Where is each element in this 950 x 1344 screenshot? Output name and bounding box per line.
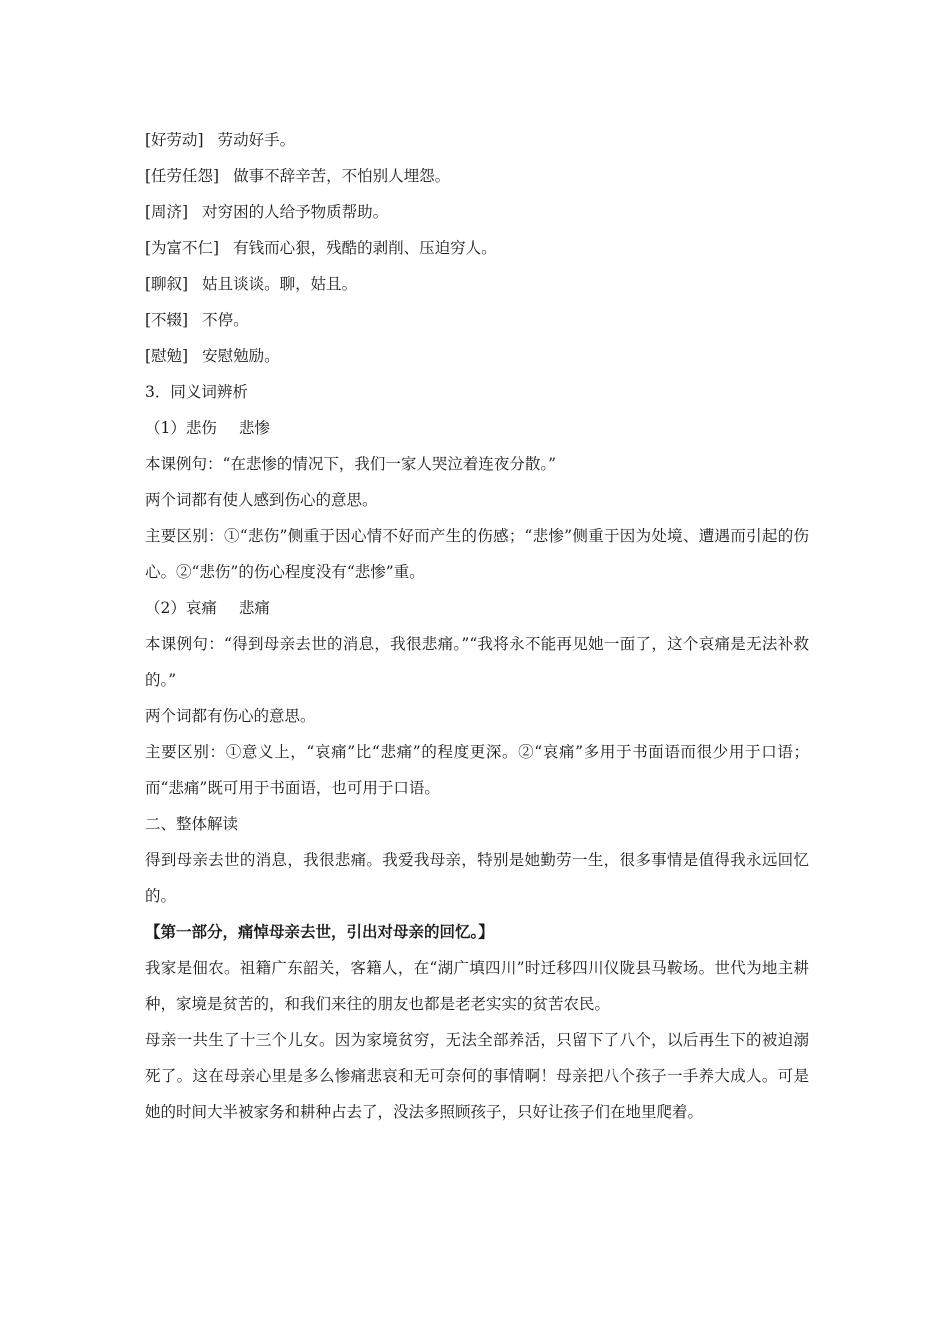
vocab-definition: 安慰勉励。 bbox=[202, 347, 280, 365]
pair-word-1: （2）哀痛 bbox=[145, 599, 217, 617]
part-summary-note: 【第一部分，痛悼母亲去世，引出对母亲的回忆。】 bbox=[145, 922, 494, 941]
synonym-pair-heading bbox=[145, 590, 815, 626]
pair-word-2: 悲惨 bbox=[238, 419, 270, 437]
vocab-definition: 姑且谈谈。聊，姑且。 bbox=[202, 275, 358, 293]
synonym-pair-heading bbox=[145, 410, 815, 446]
vocab-definition: 不停。 bbox=[202, 311, 249, 329]
vocab-term: [慰勉] bbox=[145, 347, 189, 365]
vocab-definition: 有钱而心狠，残酷的剥削、压迫穷人。 bbox=[233, 239, 497, 257]
example-sentence: 本课例句：“在悲惨的情况下，我们一家人哭泣着连夜分散。” bbox=[145, 455, 557, 473]
vocab-definition: 劳动好手。 bbox=[217, 131, 296, 149]
main-difference: 主要区别：①意义上，“哀痛”比“悲痛”的程度更深。②“哀痛”多用于书面语而很少用于口语；而“悲痛”既可用于书面语，也可用于口语。 bbox=[145, 743, 809, 797]
vocab-term: [好劳动] bbox=[145, 131, 204, 149]
pair-word-2: 悲痛 bbox=[238, 599, 270, 617]
main-difference: 主要区别：①“悲伤”侧重于因心情不好而产生的伤感；“悲惨”侧重于因为处境、遭遇而引起的伤心。②“悲伤”的伤心程度没有“悲惨”重。 bbox=[145, 527, 809, 581]
vocab-term: [任劳任怨] bbox=[145, 167, 220, 185]
vocab-entry bbox=[145, 266, 815, 302]
reading-paragraph: 我家是佃农。祖籍广东韶关，客籍人，在“湖广填四川”时迁移四川仪陇县马鞍场。世代为地主耕种，家境是贫苦的，和我们来往的朋友也都是老老实实的贫苦农民。 bbox=[145, 959, 809, 1013]
vocab-entry bbox=[145, 230, 815, 266]
pair-word-1: （1）悲伤 bbox=[145, 419, 217, 437]
vocab-term: [周济] bbox=[145, 203, 189, 221]
vocab-term: [聊叙] bbox=[145, 275, 189, 293]
vocab-entry bbox=[145, 122, 815, 158]
document-body bbox=[145, 122, 815, 1130]
section-heading: 二、整体解读 bbox=[145, 815, 239, 833]
vocab-definition: 做事不辞辛苦，不怕别人埋怨。 bbox=[233, 167, 451, 185]
reading-paragraph: 母亲一共生了十三个儿女。因为家境贫穷，无法全部养活，只留下了八个，以后再生下的被迫溺死了。这在母亲心里是多么惨痛悲哀和无可奈何的事情啊！母亲把八个孩子一手养大成人。可是她的时间大半被家务和耕种占去了，没法多照顾孩子，只好让孩子们在地里爬着。 bbox=[145, 1031, 809, 1121]
section-heading: 3．同义词辨析 bbox=[145, 383, 248, 401]
vocab-entry bbox=[145, 194, 815, 230]
vocab-term: [为富不仁] bbox=[145, 239, 220, 257]
vocab-entry bbox=[145, 302, 815, 338]
vocab-definition: 对穷困的人给予物质帮助。 bbox=[202, 203, 389, 221]
vocab-entry bbox=[145, 338, 815, 374]
common-meaning: 两个词都有伤心的意思。 bbox=[145, 707, 316, 725]
common-meaning: 两个词都有使人感到伤心的意思。 bbox=[145, 491, 378, 509]
reading-paragraph: 得到母亲去世的消息，我很悲痛。我爱我母亲，特别是她勤劳一生，很多事情是值得我永远回忆的。 bbox=[145, 851, 809, 905]
vocab-term: [不辍] bbox=[145, 311, 189, 329]
example-sentence: 本课例句：“得到母亲去世的消息，我很悲痛。”“我将永不能再见她一面了，这个哀痛是无法补救的。” bbox=[145, 635, 809, 689]
vocab-entry bbox=[145, 158, 815, 194]
